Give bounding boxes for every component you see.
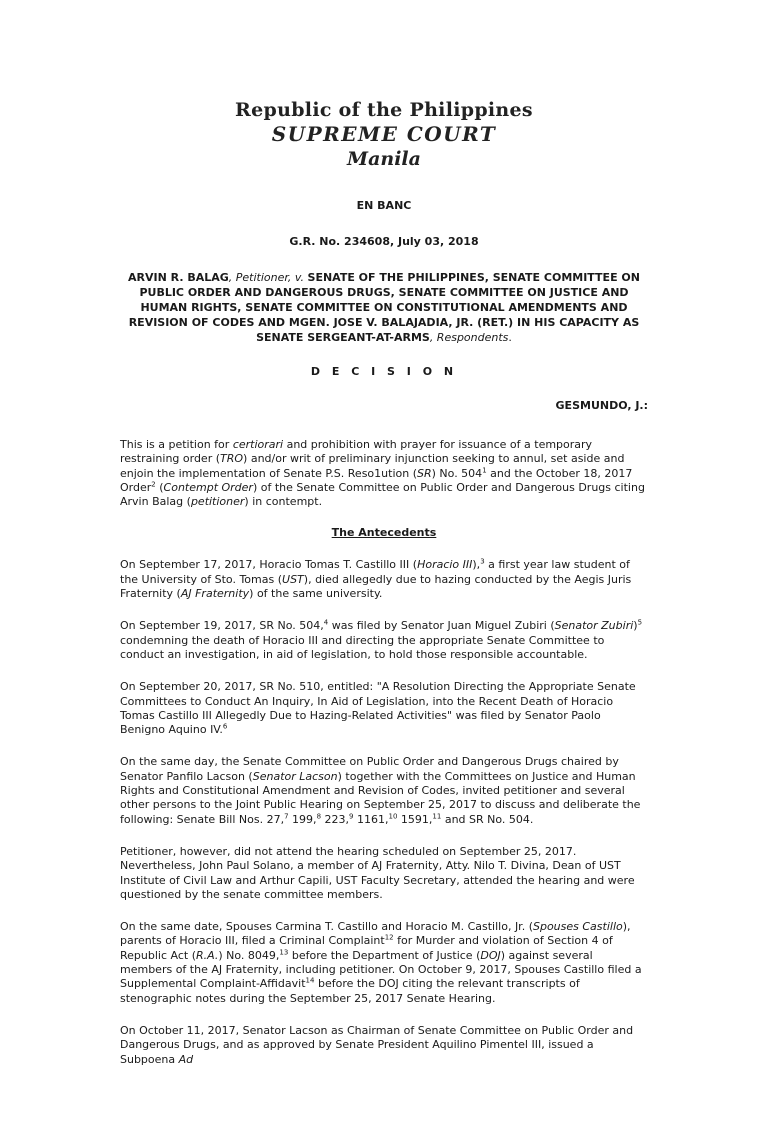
decision-label: D E C I S I O N	[310, 365, 458, 378]
petitioner-role: , Petitioner	[228, 271, 288, 284]
footnote-ref[interactable]: 3	[480, 557, 485, 566]
paragraph: On September 19, 2017, SR No. 504,$^4$ was filed by Senator Juan Miguel Zubiri (Senator Zubiri)$^5$ condemning the death of Horacio III and directing the appropriate Senate Committee to conduct an investigation, in aid of legislation, to hold those responsible accountable.	[120, 618, 643, 661]
footnote-ref[interactable]: 14	[305, 976, 315, 985]
document-page	[0, 98, 768, 1122]
footnote-ref[interactable]: 6	[222, 722, 228, 731]
case-parties	[120, 270, 648, 345]
parties-end: .	[508, 331, 512, 344]
ponente: GESMUNDO, J.:	[555, 399, 648, 412]
paragraph: On September 20, 2017, SR No. 510, entitled: "A Resolution Directing the Appropriate Senate Committees to Conduct An Inquiry, In Aid of Legislation, into the Recent Death of Horacio Tomas Castillo III Allegedly Due to Hazing-Related Activities" was filed by Senator Paolo Benigno Aquino IV.$^6$	[120, 680, 636, 737]
footnote-ref[interactable]: 10	[388, 811, 398, 820]
footnote-ref[interactable]: 5	[637, 618, 643, 627]
versus: , v.	[287, 271, 308, 284]
respondents-names: SENATE OF THE PHILIPPINES, SENATE COMMITTEE ON PUBLIC ORDER AND DANGEROUS DRUGS, SENATE COMMITTEE ON JUSTICE AND HUMAN RIGHTS, SENATE COMMITTEE ON CONSTITUTIONAL AMENDMENTS AND REVISION OF CODES AND MGEN. JOSE V. BALAJADIA, JR. (RET.) IN HIS CAPACITY AS SENATE SERGEANT-AT-ARMS	[128, 271, 640, 344]
footnote-ref[interactable]: 13	[279, 948, 289, 957]
masthead-republic: Republic of the Philippines	[235, 99, 533, 121]
division-label: EN BANC	[356, 199, 412, 212]
paragraph: On the same day, the Senate Committee on Public Order and Dangerous Drugs chaired by Senator Panfilo Lacson (Senator Lacson) together with the Committees on Justice and Human Rights and Constitutional Amendment and Revision of Codes, invited petitioner and several other persons to the Joint Public Hearing on September 25, 2017 to discuss and deliberate the following: Senate Bill Nos. 27,$^7$ 199,$^8$ 223,$^9$ 1161,10 1591,11 and SR No. 504.	[120, 755, 641, 826]
footnote-ref[interactable]: 7	[284, 811, 289, 820]
masthead-court: SUPREME COURT	[271, 122, 497, 146]
paragraph: On October 11, 2017, Senator Lacson as Chairman of Senate Committee on Public Order and Dangerous Drugs, and as approved by Senate President Aquilino Pimentel III, issued a Subpoena Ad	[120, 1023, 634, 1066]
respondent-role: , Respondents	[429, 331, 509, 344]
masthead	[120, 98, 648, 171]
footnote-ref[interactable]: 1	[482, 465, 487, 474]
footnote-ref[interactable]: 2	[151, 480, 156, 489]
footnote-ref[interactable]: 4	[323, 618, 329, 627]
footnote-ref[interactable]: 9	[349, 811, 354, 820]
intro-paragraph: This is a petition for certiorari and prohibition with prayer for issuance of a temporary restraining order (TRO) and/or writ of preliminary injunction seeking to annul, set aside and enjoin the implementation of Senate P.S. Reso1ution (SR) No. $504^1$ and the October 18, 2017 Order$^2$ (Contempt Order) of the Senate Committee on Public Order and Dangerous Drugs citing Arvin Balag (petitioner) in contempt.	[120, 438, 645, 509]
footnote-ref[interactable]: 12	[384, 933, 394, 942]
paragraph: On the same date, Spouses Carmina T. Castillo and Horacio M. Castillo, Jr. (Spouses Castillo), parents of Horacio III, filed a Criminal Complaint$^{12}$ for Murder and violation of Section 4 of Republic Act (R.A.) No. 8049,13 before the Department of Justice (DOJ) against several members of the AJ Fraternity, including petitioner. On October 9, 2017, Spouses Castillo filed a Supplemental Complaint-Affidavit$^{14}$ before the DOJ citing the relevant transcripts of stenographic notes during the September 25, 2017 Senate Hearing.	[120, 920, 642, 1005]
petitioner-name: ARVIN R. BALAG	[128, 271, 229, 284]
case-number: G.R. No. 234608, July 03, 2018	[289, 235, 479, 248]
paragraph: Petitioner, however, did not attend the hearing scheduled on September 25, 2017. Nevertheless, John Paul Solano, a member of AJ Fraternity, Atty. Nilo T. Divina, Dean of UST Institute of Civil Law and Arthur Capili, UST Faculty Secretary, attended the hearing and were questioned by the senate committee members.	[120, 844, 635, 901]
footnote-ref[interactable]: 8	[316, 811, 322, 820]
paragraph: On September 17, 2017, Horacio Tomas T. Castillo III (Horacio III),$^3$ a first year law student of the University of Sto. Tomas (UST), died allegedly due to hazing conducted by the Aegis Juris Fraternity (AJ Fraternity) of the same university.	[120, 557, 632, 601]
masthead-city: Manila	[347, 148, 421, 170]
footnote-ref[interactable]: 11	[432, 811, 442, 820]
section-heading-antecedents: The Antecedents	[331, 526, 437, 540]
